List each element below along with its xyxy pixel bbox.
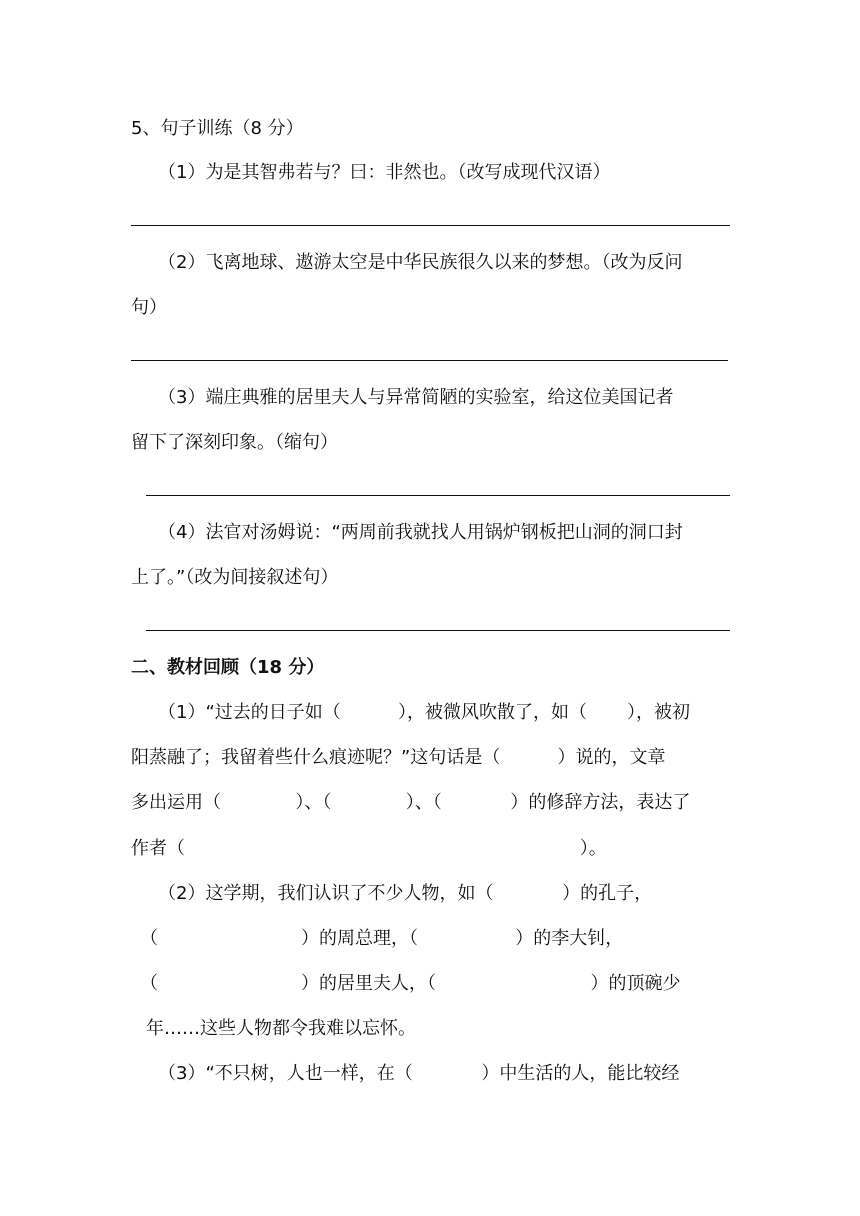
answer-line-5-3[interactable] [146,495,730,496]
question-2-1-line4: 作者（ ）。 [131,838,607,859]
question-2-2-line2: （ ）的周总理，（ ）的李大钊， [140,928,624,949]
section5-title: 5、句子训练（8 分） [131,118,304,139]
question-2-1-line2: 阳蒸融了；我留着些什么痕迹呢？”这句话是（ ）说的，文章 [131,747,666,768]
question-5-3-line1: （3）端庄典雅的居里夫人与异常简陋的实验室，给这位美国记者 [158,387,674,408]
question-5-4-line1: （4）法官对汤姆说：“两周前我就找人用锅炉钢板把山洞的洞口封 [158,522,683,543]
question-5-4-line2: 上了。”（改为间接叙述句） [131,567,339,588]
answer-line-5-4[interactable] [146,630,730,631]
answer-line-5-2[interactable] [131,360,728,361]
answer-line-5-1[interactable] [131,225,730,226]
question-2-1-line3: 多出运用（ ）、（ ）、（ ）的修辞方法，表达了 [131,792,691,813]
section2-title: 二、教材回顾（18 分） [131,657,325,678]
question-2-3-line1: （3）“不只树，人也一样，在（ ）中生活的人，能比较经 [158,1063,680,1084]
question-2-1-line1: （1）“过去的日子如（ ），被微风吹散了，如（ ），被初 [158,702,691,723]
question-2-2-line1: （2）这学期，我们认识了不少人物，如（ ）的孔子， [158,883,653,904]
question-5-3-line2: 留下了深刻印象。（缩句） [131,432,338,453]
question-2-2-line3: （ ）的居里夫人，（ ）的顶碗少 [140,973,681,994]
question-5-2-line1: （2）飞离地球、遨游太空是中华民族很久以来的梦想。（改为反问 [158,252,683,273]
question-2-2-line4: 年……这些人物都令我难以忘怀。 [146,1018,416,1039]
question-5-1: （1）为是其智弗若与？曰：非然也。（改写成现代汉语） [158,162,611,183]
question-5-2-line2: 句） [131,297,167,318]
